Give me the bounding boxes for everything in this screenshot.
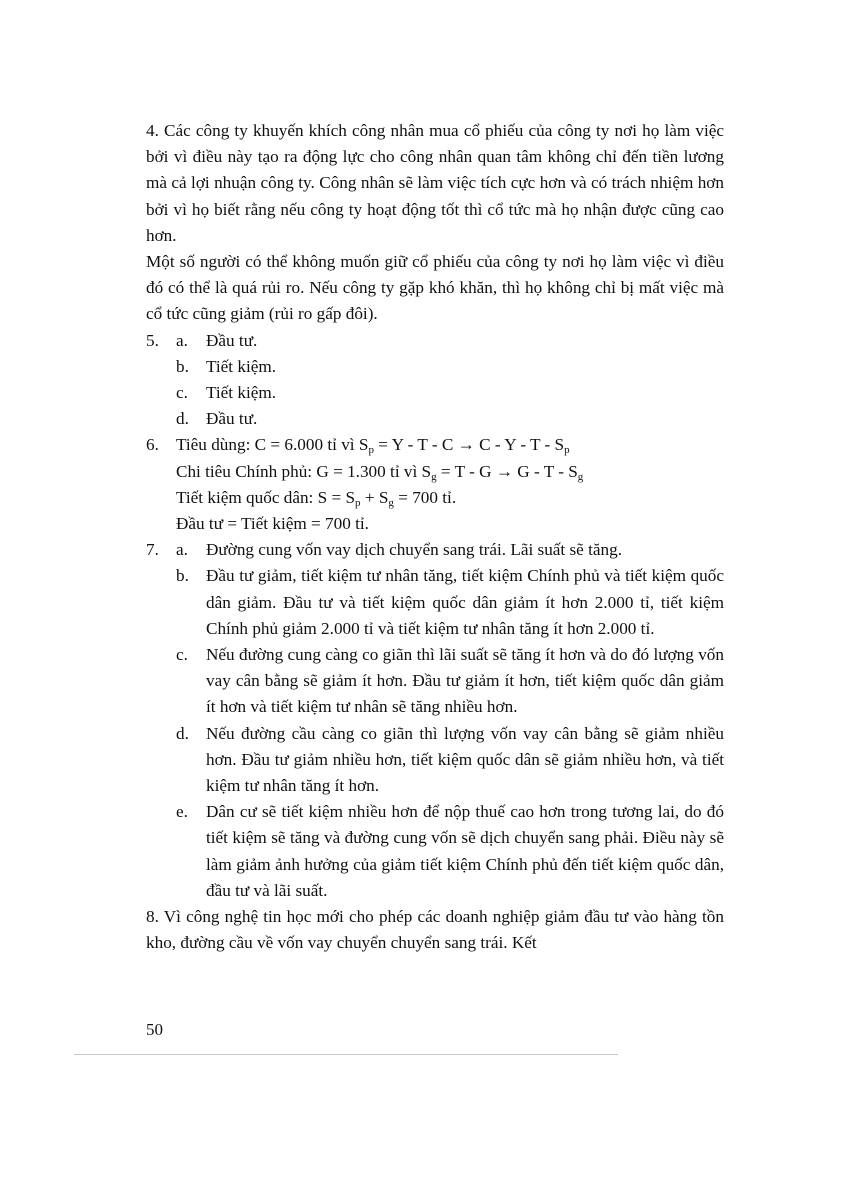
- answer-6-line-4: Đầu tư = Tiết kiệm = 700 tỉ.: [176, 514, 369, 534]
- government-text: Chi tiêu Chính phủ: G = 1.300 tỉ vì S: [176, 461, 432, 481]
- item-text: Tiết kiệm.: [206, 383, 277, 403]
- answer-5: [146, 328, 724, 433]
- item-text: Nếu đường cầu càng co giãn thì lượng vốn vay cân bằng sẽ giảm nhiều hơn. Đầu tư giảm nhiều hơn, tiết kiệm quốc dân sẽ giảm nhiều hơn, và tiết kiệm tư nhân tăng ít hơn.: [206, 723, 724, 796]
- item-text: Đầu tư.: [206, 330, 258, 350]
- government-formula: = T - G → G - T - S: [436, 461, 578, 481]
- answer-5-a: [146, 328, 724, 354]
- page-text: [146, 118, 724, 957]
- answer-7-number: 7.: [146, 540, 159, 560]
- item-text: Đầu tư giảm, tiết kiệm tư nhân tăng, tiết kiệm Chính phủ và tiết kiệm quốc dân giảm. Đầu tư và tiết kiệm quốc dân giảm ít hơn 2.000 tỉ, tiết kiệm Chính phủ giảm 2.000 tỉ và tiết kiệm tư nhân tăng ít hơn 2.000 tỉ.: [206, 566, 724, 638]
- answer-6-line-1: [146, 432, 724, 458]
- item-letter: c.: [176, 383, 188, 403]
- consumption-formula: = Y - T - C → C - Y - T - S: [373, 435, 565, 455]
- answer-7-d: [146, 721, 724, 800]
- answer-6-line-3: [146, 485, 724, 511]
- item-letter: b.: [176, 566, 189, 586]
- answer-5-b: [146, 354, 724, 380]
- answer-5-number: 5.: [146, 330, 159, 350]
- answer-7-a: [146, 537, 724, 563]
- subscript-g: g: [431, 470, 437, 483]
- national-saving-text: Tiết kiệm quốc dân: S = S: [176, 487, 356, 507]
- answer-7: [146, 537, 724, 904]
- item-text: Nếu đường cung càng co giãn thì lãi suất sẽ tăng ít hơn và do đó lượng vốn vay cân bằng sẽ giảm ít hơn. Đầu tư giảm ít hơn, tiết kiệm quốc dân giảm ít hơn và tiết kiệm tư nhân sẽ tăng nhiều hơn.: [206, 645, 724, 717]
- item-letter: d.: [176, 409, 189, 429]
- answer-7-b: [146, 563, 724, 642]
- national-saving-plus: + S: [360, 487, 389, 507]
- item-text: Dân cư sẽ tiết kiệm nhiều hơn để nộp thuế cao hơn trong tương lai, do đó tiết kiệm sẽ tăng và đường cung vốn sẽ dịch chuyển sang phải. Điều này sẽ làm giảm ảnh hưởng của giảm tiết kiệm Chính phủ đến tiết kiệm quốc dân, đầu tư và lãi suất.: [206, 802, 724, 900]
- item-letter: b.: [176, 356, 189, 376]
- subscript-p: p: [355, 496, 361, 509]
- subscript-p: p: [368, 444, 374, 457]
- answer-7-e: [146, 799, 724, 904]
- subscript-g: g: [388, 496, 394, 509]
- national-saving-value: = 700 tỉ.: [393, 487, 457, 507]
- consumption-text: Tiêu dùng: C = 6.000 tỉ vì S: [176, 435, 369, 455]
- item-text: Tiết kiệm.: [206, 356, 277, 376]
- answer-6: [146, 432, 724, 537]
- item-letter: e.: [176, 802, 188, 822]
- answer-5-c: [146, 380, 724, 406]
- item-letter: a.: [176, 540, 188, 560]
- answer-7-c: [146, 642, 724, 721]
- item-letter: a.: [176, 330, 188, 350]
- answer-6-number: 6.: [146, 435, 159, 455]
- subscript-g: g: [577, 470, 584, 483]
- item-letter: d.: [176, 723, 189, 743]
- item-text: Đường cung vốn vay dịch chuyển sang trái. Lãi suất sẽ tăng.: [206, 540, 622, 560]
- paragraph-8: 8. Vì công nghệ tin học mới cho phép các doanh nghiệp giảm đầu tư vào hàng tồn kho, đường cầu về vốn vay chuyển chuyển sang trái. Kết: [146, 907, 724, 953]
- answer-5-d: [146, 406, 724, 432]
- answer-6-line-2: [146, 459, 724, 485]
- paragraph-4-continued: Một số người có thể không muốn giữ cổ phiếu của công ty nơi họ làm việc vì điều đó có thể là quá rủi ro. Nếu công ty gặp khó khăn, thì họ không chỉ bị mất việc mà cổ tức cũng giảm (rủi ro gấp đôi).: [146, 252, 724, 324]
- page-number: 50: [146, 1020, 163, 1039]
- subscript-p: p: [564, 444, 570, 457]
- item-letter: c.: [176, 645, 188, 665]
- paragraph-4: 4. Các công ty khuyến khích công nhân mua cổ phiếu của công ty nơi họ làm việc bởi vì điều này tạo ra động lực cho công nhân quan tâm không chỉ đến tiền lương mà cả lợi nhuận công ty. Công nhân sẽ làm việc tích cực hơn và có trách nhiệm hơn bởi vì họ biết rằng nếu công ty hoạt động tốt thì cổ tức mà họ nhận được cũng cao hơn.: [146, 121, 724, 245]
- item-text: Đầu tư.: [206, 409, 258, 429]
- footer-divider: [74, 1054, 618, 1055]
